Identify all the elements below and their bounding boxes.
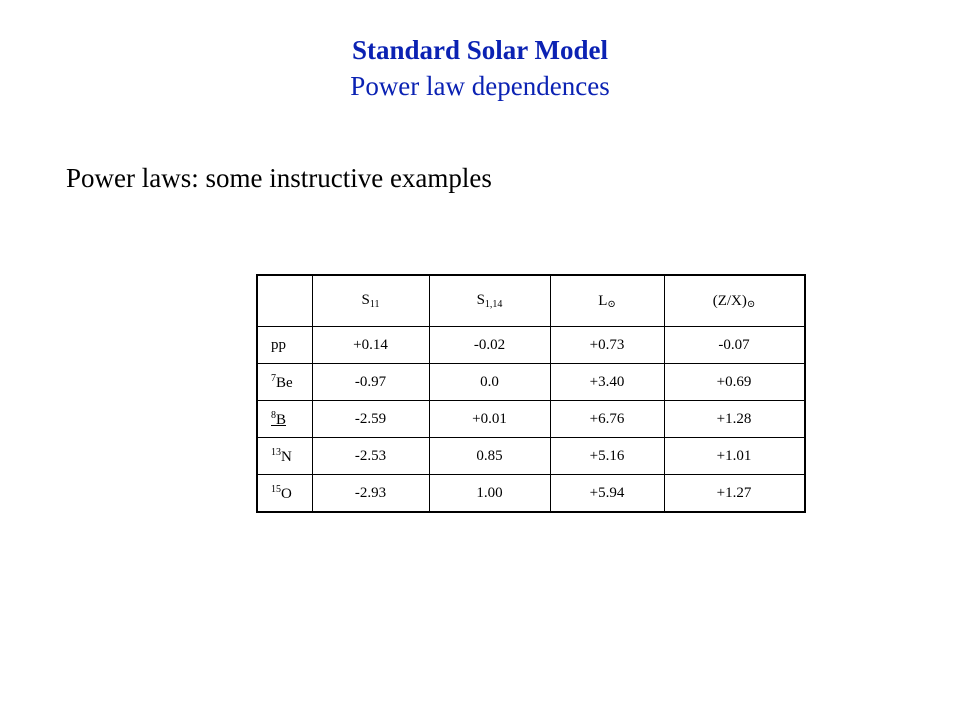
header-s114-base: S xyxy=(476,292,485,308)
sun-symbol-icon: ⊙ xyxy=(607,298,616,310)
sun-symbol-icon: ⊙ xyxy=(746,298,756,310)
table-cell: +0.01 xyxy=(429,401,550,438)
slide-title: Standard Solar Model xyxy=(351,35,609,65)
table-header-row xyxy=(257,275,805,327)
row-label-text: pp xyxy=(271,336,286,353)
table-cell: -2.59 xyxy=(312,401,429,438)
row-label-superscript: 7 xyxy=(271,372,276,384)
header-metallicity xyxy=(664,275,805,327)
table-cell: 0.85 xyxy=(429,438,550,475)
header-luminosity-base: L xyxy=(598,292,608,309)
row-label-superscript: 13 xyxy=(271,446,281,458)
table-row xyxy=(257,438,805,475)
table-cell: +0.14 xyxy=(312,327,429,364)
table-cell: +5.16 xyxy=(550,438,664,475)
header-s114 xyxy=(429,275,550,327)
row-label-underlined xyxy=(271,409,287,428)
header-luminosity xyxy=(550,275,664,327)
table-cell: -0.02 xyxy=(429,327,550,364)
table-cell: +6.76 xyxy=(550,401,664,438)
table-cell: 1.00 xyxy=(429,475,550,513)
row-label-superscript: 8 xyxy=(271,409,276,421)
table-cell: +1.28 xyxy=(664,401,805,438)
row-label-be7 xyxy=(257,364,312,401)
intro-text: Power laws: some instructive examples xyxy=(66,163,492,193)
table-cell: +5.94 xyxy=(550,475,664,513)
table-cell: -2.53 xyxy=(312,438,429,475)
header-s11-base: S xyxy=(361,292,370,308)
table-cell: +0.69 xyxy=(664,364,805,401)
header-s11-subscript: 11 xyxy=(369,299,380,310)
table-cell: +1.27 xyxy=(664,475,805,513)
row-label-superscript: 15 xyxy=(271,483,281,495)
table-cell: 0.0 xyxy=(429,364,550,401)
slide-subtitle: Power law dependences xyxy=(350,71,610,101)
table-row xyxy=(257,401,805,438)
row-label-pp xyxy=(257,327,312,364)
header-empty-cell xyxy=(257,275,312,327)
table-row xyxy=(257,364,805,401)
table-cell: +1.01 xyxy=(664,438,805,475)
row-label-n13 xyxy=(257,438,312,475)
table-cell: +3.40 xyxy=(550,364,664,401)
table-cell: -0.07 xyxy=(664,327,805,364)
row-label-text: O xyxy=(281,485,292,502)
table-cell: +0.73 xyxy=(550,327,664,364)
header-s11 xyxy=(312,275,429,327)
row-label-text: B xyxy=(276,411,287,428)
header-s114-subscript: 1,14 xyxy=(484,299,503,310)
table-cell: -0.97 xyxy=(312,364,429,401)
row-label-text: N xyxy=(281,448,292,465)
table-row xyxy=(257,475,805,513)
row-label-b8 xyxy=(257,401,312,438)
row-label-text: Be xyxy=(276,374,293,391)
slide-title-block xyxy=(0,32,960,104)
power-law-table xyxy=(256,274,806,513)
table-row xyxy=(257,327,805,364)
row-label-o15 xyxy=(257,475,312,513)
header-metallicity-base: (Z/X) xyxy=(712,292,747,309)
table-cell: -2.93 xyxy=(312,475,429,513)
